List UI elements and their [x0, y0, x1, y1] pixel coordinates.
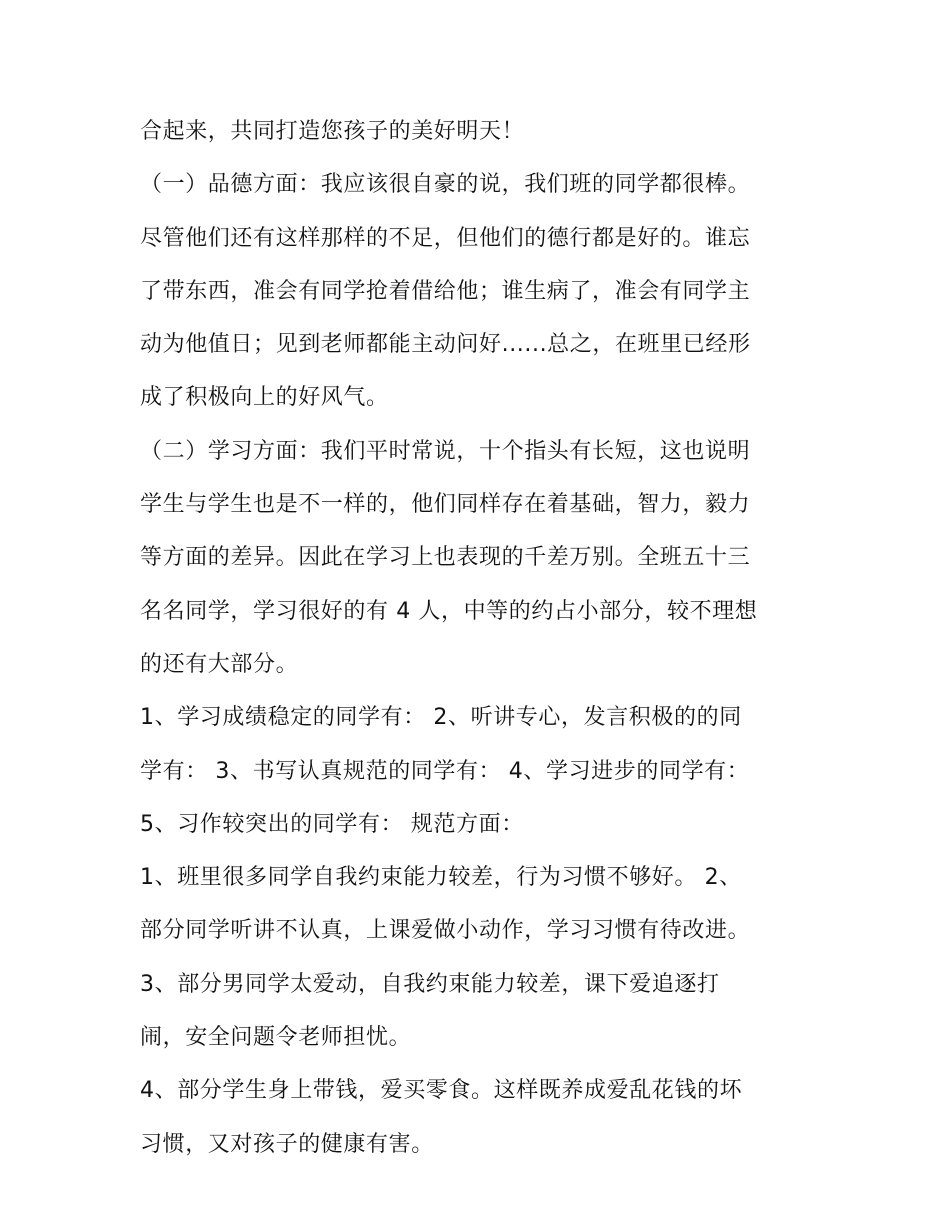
text-line: 了带东西，准会有同学抢着借给他；谁生病了，准会有同学主 [140, 278, 751, 304]
text-line: （一）品德方面：我应该很自豪的说，我们班的同学都很棒。 [140, 172, 751, 198]
text-line: 4、部分学生身上带钱，爱买零食。这样既养成爱乱花钱的坏 [140, 1078, 743, 1104]
document-body [140, 105, 820, 1171]
text-line: （二）学习方面：我们平时常说，十个指头有长短，这也说明 [140, 438, 751, 464]
text-line: 3、部分男同学太爱动，自我约束能力较差，课下爱追逐打 [140, 971, 720, 997]
text-line: 动为他值日；见到老师都能主动问好......总之，在班里已经形 [140, 332, 751, 358]
text-line: 合起来，共同打造您孩子的美好明天！ [140, 119, 525, 144]
text-line: 部分同学听讲不认真，上课爱做小动作，学习习惯有待改进。 [140, 918, 751, 944]
text-line: 名名同学，学习很好的有 4 人，中等的约占小部分，较不理想 [140, 598, 758, 624]
text-line: 1、学习成绩稳定的同学有： 2、听讲专心，发言积极的的同 [140, 705, 742, 731]
text-line: 1、班里很多同学自我约束能力较差，行为习惯不够好。 2、 [140, 865, 742, 891]
text-line: 学生与学生也是不一样的，他们同样存在着基础，智力，毅力 [140, 492, 751, 518]
text-line: 等方面的差异。因此在学习上也表现的千差万别。全班五十三 [140, 545, 751, 571]
text-line: 学有： 3、书写认真规范的同学有： 4、学习进步的同学有： [140, 758, 750, 784]
text-line: 的还有大部分。 [140, 651, 299, 677]
text-line: 闹，安全问题令老师担忧。 [140, 1025, 412, 1051]
text-line: 习惯，又对孩子的健康有害。 [140, 1131, 434, 1157]
text-line: 尽管他们还有这样那样的不足，但他们的德行都是好的。谁忘 [140, 225, 751, 251]
text-line: 5、习作较突出的同学有： 规范方面： [140, 811, 524, 837]
text-line: 成了积极向上的好风气。 [140, 385, 389, 411]
